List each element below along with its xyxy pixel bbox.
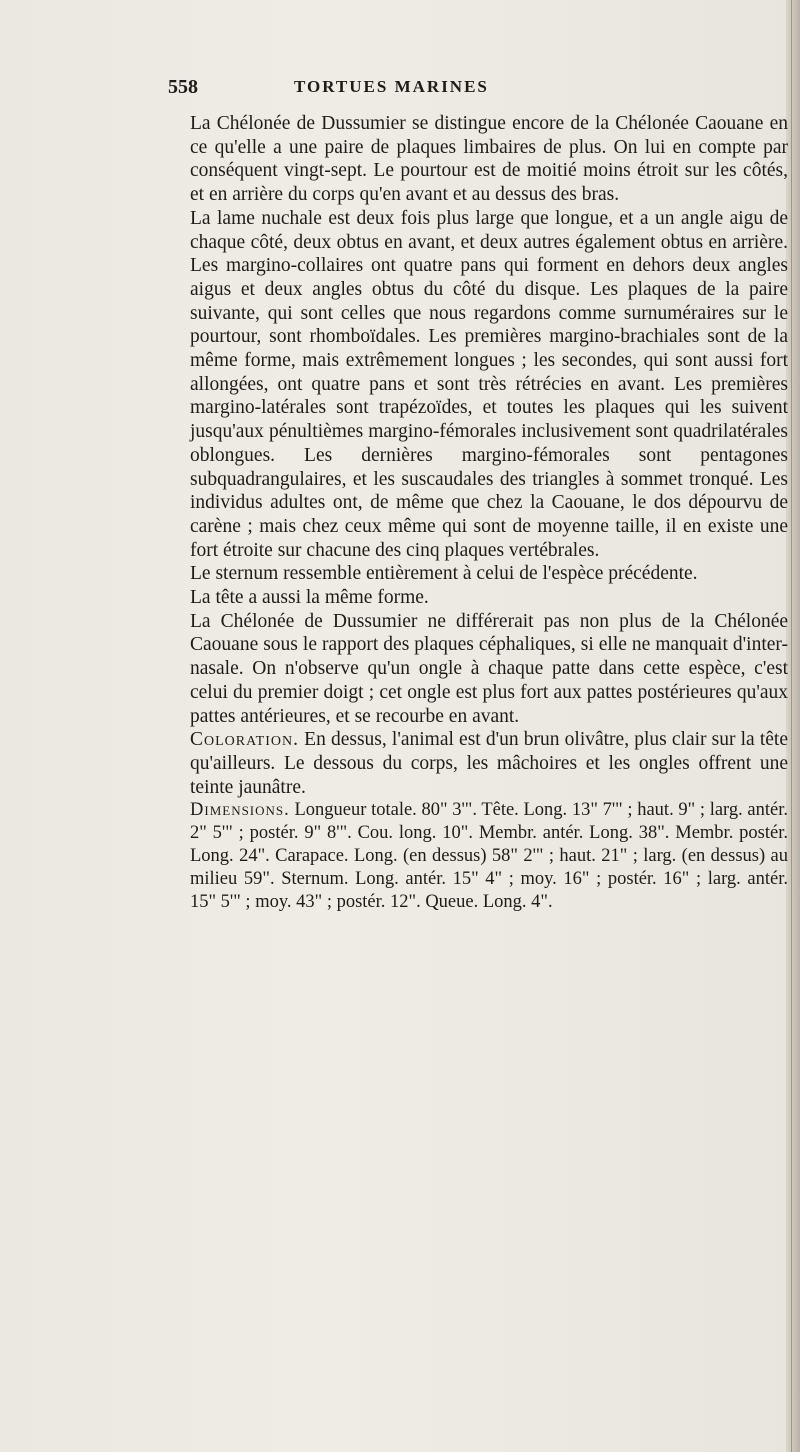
paragraph-5: La Chélonée de Dussumier ne différerait pas non plus de la Chélonée Caouane sous le rapport des plaques céphaliques, si elle ne manquait d'inter-nasale. On n'observe qu'un ongle à chaque patte dans cette espèce, c'est celui du premier doigt ; cet ongle est plus fort aux pattes postérieures qu'aux pattes antérieures, et se recourbe en avant. <box>190 610 788 727</box>
paragraph-2: La lame nuchale est deux fois plus large que longue, et a un angle aigu de chaque côté, deux obtus en avant, et deux autres également obtus en arrière. Les margino-collaires ont quatre pans qui forment en dehors deux angles aigus et deux angles obtus du côté du disque. Les plaques de la paire suivante, qui sont celles que nous regardons comme surnuméraires sur le pourtour, sont rhomboïdales. Les premières margino-brachiales sont de la même forme, mais extrêmement longues ; les secondes, qui sont aussi fort allongées, ont quatre pans et sont très rétrécies en avant. Les premières margino-latérales sont trapézoïdes, et toutes les plaques qui les suivent jusqu'aux pénultièmes margino-fémorales inclusivement sont quadrilatérales oblongues. Les dernières margino-fémorales sont pentagones subquadrangulaires, et les suscaudales des triangles à sommet tronqué. Les individus adultes ont, de même que chez la Caouane, le dos dépourvu de carène ; mais chez ceux même qui sont de moyenne taille, il en existe une fort étroite sur chacune des cinq plaques vertébrales. <box>190 207 788 561</box>
coloration-label: Coloration. <box>190 729 299 751</box>
paragraph-3: Le sternum ressemble entièrement à celui de l'espèce précédente. <box>190 563 698 585</box>
paragraph-4: La tête a aussi la même forme. <box>190 587 429 609</box>
paragraph-1: La Chélonée de Dussumier se distingue encore de la Chélonée Caouane en ce qu'elle a une paire de plaques limbaires de plus. On lui en compte par conséquent vingt-sept. Le pourtour est de moitié moins étroit sur les côtés, et en arrière du corps qu'en avant et au dessus des bras. <box>190 113 788 206</box>
page-edge-line <box>791 0 792 1452</box>
coloration-paragraph <box>168 728 788 799</box>
page-number: 558 <box>168 76 198 98</box>
coloration-text: En dessus, l'animal est d'un brun olivâtre, plus clair sur la tête qu'ailleurs. Le dessous du corps, les mâchoires et les ongles offrent une teinte jaunâtre. <box>190 729 789 798</box>
page-edge <box>786 0 800 1452</box>
body-text <box>168 112 788 914</box>
dimensions-label: Dimensions. <box>190 800 290 821</box>
dimensions-paragraph <box>168 799 788 914</box>
page-header <box>168 76 788 106</box>
dimensions-text: Longueur totale. 80" 3'". Tête. Long. 13" 7'" ; haut. 9" ; larg. antér. 2" 5'" ; postér. 9" 8'". Cou. long. 10". Membr. antér. Long. 38". Membr. postér. Long. 24". Carapace. Long. (en dessus) 58" 2'" ; haut. 21" ; larg. (en dessus) au milieu 59". Sternum. Long. antér. 15" 4" ; moy. 16" ; postér. 16" ; larg. antér. 15" 5'" ; moy. 43" ; postér. 12". Queue. Long. 4". <box>190 800 789 913</box>
running-title: TORTUES MARINES <box>294 77 489 96</box>
